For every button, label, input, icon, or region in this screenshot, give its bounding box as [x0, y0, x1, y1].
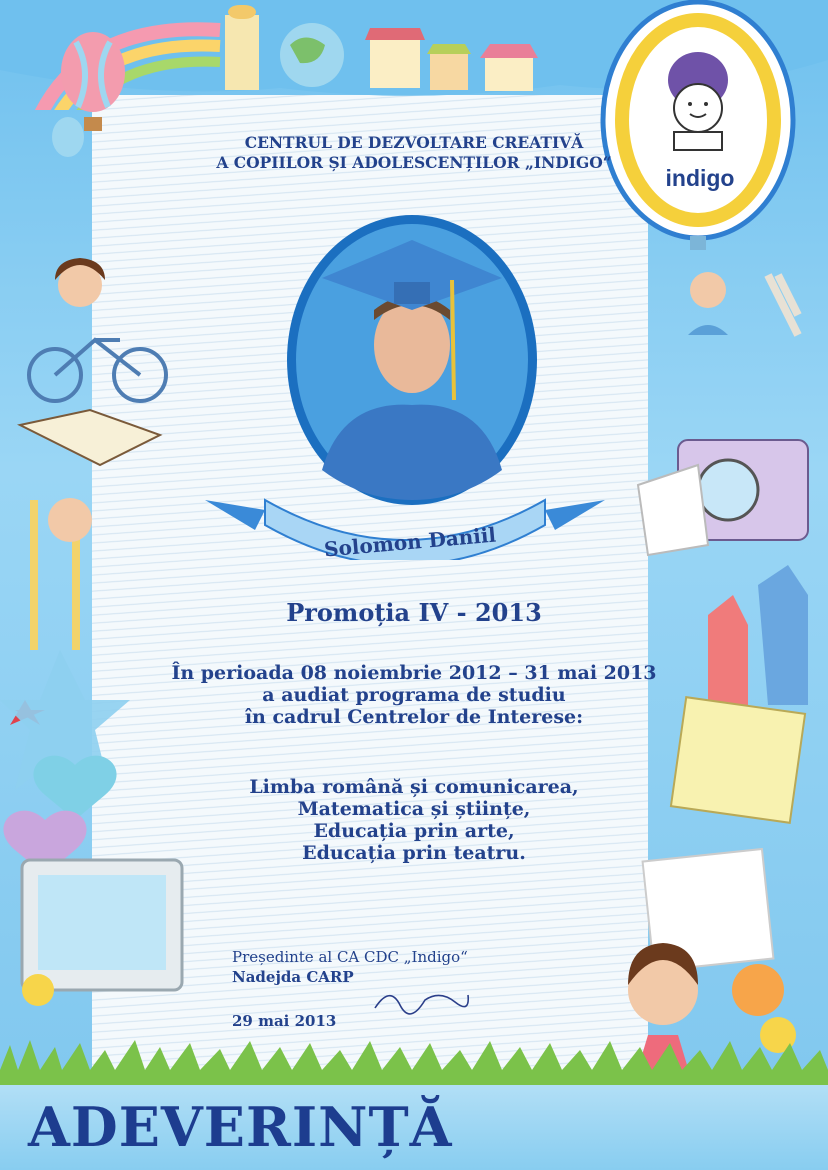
organization-heading — [0, 133, 828, 173]
subject-item: Matematica și științe, — [297, 798, 531, 820]
graduate-portrait — [282, 210, 542, 510]
right-side-illustrations — [608, 255, 828, 1075]
body-line-1: În perioada 08 noiembrie 2012 – 31 mai 2013 — [171, 662, 657, 684]
document-title: ADEVERINȚĂ — [28, 1095, 453, 1159]
president-role: Președinte al CA CDC „Indigo“ — [232, 948, 468, 966]
indigo-logo-text: indigo — [665, 165, 735, 191]
body-line-3: în cadrul Centrelor de Interese: — [244, 706, 584, 728]
handwritten-signature — [370, 980, 470, 1020]
left-side-illustrations — [0, 230, 200, 1030]
subject-item: Educația prin arte, — [313, 820, 515, 842]
body-line-2: a audiat programa de studiu — [262, 684, 566, 706]
grass-decoration — [0, 1035, 828, 1085]
subject-item: Limba română și comunicarea, — [249, 776, 579, 798]
issue-date: 29 mai 2013 — [232, 1012, 337, 1030]
organization-line-1: CENTRUL DE DEZVOLTARE CREATIVĂ — [244, 133, 584, 152]
student-name: Solomon Daniil — [323, 522, 497, 562]
subject-item: Educația prin teatru. — [302, 842, 526, 864]
organization-line-2: A COPIILOR ȘI ADOLESCENȚILOR „INDIGO“ — [216, 153, 612, 172]
president-name: Nadejda CARP — [232, 968, 354, 986]
promotion-title: Promoția IV - 2013 — [286, 598, 542, 627]
